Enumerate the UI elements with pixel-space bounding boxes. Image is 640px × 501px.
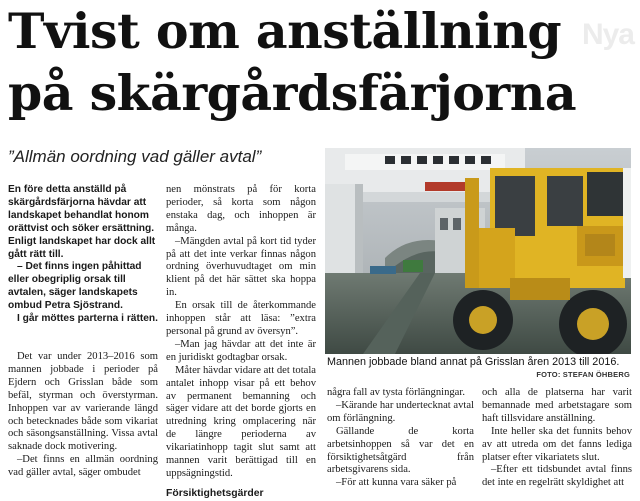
column-4 [482,387,632,490]
photo-credit: FOTO: STEFAN ÖHBERG [536,370,630,379]
body-paragraph: och alla de platserna har varit bemannade med arbetstagare som haft tillsvidare anställning. [482,387,632,424]
body-paragraph: –Efter ett tidsbundet avtal finns det inte en regelrätt skyldighet att [482,464,632,489]
body-paragraph: En orsak till de återkommande inhoppen står att läsa: ”extra personal på grund av översyn”. [166,300,316,337]
body-paragraph: Gällande de korta arbetsinhoppen så var det en försiktighetsåtgärd från arbetsgivarens sida. [327,425,474,476]
body-paragraph: nen mönstrats på för korta perioder, så korta som någon enstaka dag, och inhoppen är många. [166,184,316,234]
column-3 [327,387,474,490]
ferry-deck-illustration [325,148,631,354]
body-paragraph: –Man jag hävdar att det inte är en juridiskt godtagbar orsak. [166,338,316,363]
lede-paragraph: I går möttes parterna i rätten. [17,313,158,325]
lede-paragraph: En före detta anställd på skärgårdsfärjorna hävdar att landskapet behandlat honom orättvist och söker ersättning. Enligt landskapet har dock allt gått rätt till. [8,184,156,260]
body-paragraph: Inte heller ska det funnits behov av att utreda om det fanns lediga platser efter vikariatets slut. [482,425,632,463]
column-1-body [8,351,158,480]
ferry-photo [325,148,631,354]
body-paragraph: några fall av tysta förlängningar. [327,387,465,398]
photo-caption: Mannen jobbade bland annat på Grisslan åren 2013 till 2016. [327,356,620,368]
subhead-quote: ”Allmän oordning vad gäller avtal” [8,147,262,166]
body-paragraph: Det var under 2013–2016 som mannen jobbade i perioder på Ejdern och Grisslan både som befäl, styrman och överstyrman. Inhoppen var av varierande längd och betecknades både som vikariat och säsongsanställning. Vissa avtal saknade dock motivering. [8,351,158,453]
body-paragraph: –Det finns en allmän oordning vad gäller avtal, säger ombudet [8,454,158,479]
watermark-logo: Nya [581,18,634,51]
body-paragraph: –Mängden avtal på kort tid tyder på att det inte verkar finnas någon ordning överhuvudtaget om min klient på det här sättet ska hoppa in. [166,235,316,299]
section-subtitle: Försiktighetsgärder [166,487,264,499]
headline [8,0,638,124]
column-2 [166,184,316,501]
headline-line-1: Tvist om anställning [8,2,562,60]
lede-column [8,184,158,326]
body-paragraph: –Kärande har undertecknat avtal om förlängning. [327,399,474,424]
body-paragraph: Måter hävdar vidare att det totala antalet inhopp visar på ett behov av permanent bemanning och säger vidare att det borde gjorts en utredning kring omplacering när de längre perioderna av vikariatinhopp tagit slut samt att mannen varit berättigad till en uppsägningstid. [166,364,316,479]
headline-line-2: på skärgårdsfärjorna [8,64,577,122]
lede-paragraph: – Det finns ingen påhittad eller obegriplig orsak till avtalen, säger landskapets ombud Petra Sjöstrand. [8,261,142,312]
body-paragraph: –För att kunna vara säker på [336,477,457,489]
